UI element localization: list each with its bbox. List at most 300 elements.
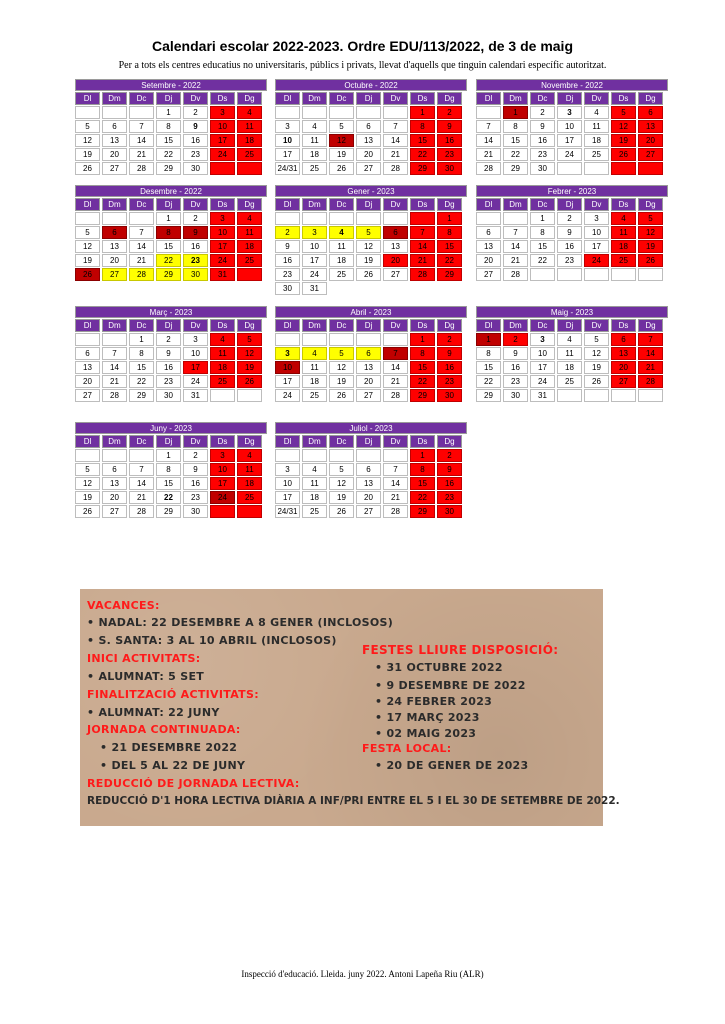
day-name: Dg [437,435,462,448]
day-name: Ds [611,92,636,105]
day-cell: 23 [530,148,555,161]
week-row [275,134,467,148]
day-cell: 7 [476,120,501,133]
day-cell: 28 [129,268,154,281]
day-cell: 7 [410,226,435,239]
day-cell: 16 [275,254,300,267]
day-cell: 29 [410,389,435,402]
jornada-item-1: • 21 DESEMBRE 2022 [100,741,238,754]
day-name: Dl [275,435,300,448]
day-cell: 20 [102,491,127,504]
day-name: Dj [156,435,181,448]
day-cell: 16 [437,134,462,147]
day-name: Dv [383,319,408,332]
day-cell: 5 [75,226,100,239]
day-cell: 4 [210,333,235,346]
day-name: Dj [356,92,381,105]
day-cell: 4 [557,333,582,346]
day-name: Dj [156,92,181,105]
day-cell: 24/31 [275,505,300,518]
week-row [476,148,668,162]
day-cell: 2 [156,333,181,346]
day-name: Dm [302,92,327,105]
day-cell: 13 [356,134,381,147]
day-cell: 23 [557,254,582,267]
day-names-row [275,319,467,333]
day-cell: 1 [156,449,181,462]
day-name: Dv [584,198,609,211]
day-cell [210,162,235,175]
week-row [75,361,267,375]
day-name: Ds [410,319,435,332]
day-cell: 29 [156,505,181,518]
day-cell: 11 [302,477,327,490]
day-cell: 30 [183,268,208,281]
week-row [75,106,267,120]
day-cell: 21 [503,254,528,267]
day-cell: 22 [129,375,154,388]
week-row [275,477,467,491]
week-row [476,361,668,375]
day-cell: 19 [329,491,354,504]
day-cell [275,212,300,225]
day-name: Dv [584,92,609,105]
day-cell: 16 [437,477,462,490]
day-cell [530,268,555,281]
day-cell: 13 [356,361,381,374]
day-cell: 15 [410,134,435,147]
day-cell [557,389,582,402]
day-name: Dc [329,198,354,211]
day-name: Ds [210,92,235,105]
day-cell: 2 [183,449,208,462]
day-name: Dm [302,198,327,211]
day-cell: 15 [156,477,181,490]
day-cell: 12 [611,120,636,133]
day-cell: 16 [183,477,208,490]
day-cell: 20 [611,361,636,374]
day-cell [302,212,327,225]
day-cell: 5 [329,463,354,476]
day-name: Dv [183,198,208,211]
month-header: Febrer - 2023 [476,185,668,197]
day-cell: 17 [275,375,300,388]
month-calendar [476,306,668,403]
day-cell: 18 [237,134,262,147]
week-row [275,226,467,240]
day-name: Dc [530,198,555,211]
day-cell: 20 [102,254,127,267]
day-cell: 17 [183,361,208,374]
day-cell: 21 [638,361,663,374]
week-row [75,449,267,463]
day-name: Dg [237,435,262,448]
day-cell: 27 [356,162,381,175]
day-name: Dm [102,319,127,332]
day-cell: 9 [437,347,462,360]
day-cell: 8 [410,347,435,360]
day-cell [102,212,127,225]
day-cell: 21 [383,148,408,161]
day-name: Dg [437,198,462,211]
day-name: Dj [156,198,181,211]
day-cell: 26 [611,148,636,161]
day-cell: 21 [129,491,154,504]
day-cell: 27 [356,505,381,518]
day-name: Dc [129,435,154,448]
day-cell: 6 [102,226,127,239]
day-names-row [476,198,668,212]
day-name: Dv [183,92,208,105]
day-name: Dl [75,198,100,211]
day-cell: 21 [102,375,127,388]
day-cell: 14 [383,134,408,147]
month-calendar [275,422,467,519]
day-cell: 17 [557,134,582,147]
day-name: Ds [210,198,235,211]
day-cell: 10 [275,134,300,147]
day-cell: 6 [356,120,381,133]
day-cell: 14 [383,361,408,374]
day-cell: 21 [383,375,408,388]
month-header: Juliol - 2023 [275,422,467,434]
day-cell: 3 [275,120,300,133]
day-cell: 28 [129,162,154,175]
day-cell: 4 [302,347,327,360]
day-cell: 1 [530,212,555,225]
day-name: Dg [237,319,262,332]
day-cell: 30 [437,505,462,518]
day-cell [611,389,636,402]
day-cell: 16 [530,134,555,147]
day-name: Dg [437,319,462,332]
day-cell: 3 [530,333,555,346]
day-cell: 10 [557,120,582,133]
final-heading: FINALITZACIÓ ACTIVITATS: [87,688,259,701]
day-cell: 8 [156,120,181,133]
day-cell: 21 [410,254,435,267]
day-cell: 24/31 [275,162,300,175]
day-cell: 13 [611,347,636,360]
week-row [476,120,668,134]
day-cell: 26 [75,268,100,281]
week-row [275,449,467,463]
day-cell: 14 [129,240,154,253]
week-row [476,254,668,268]
day-cell: 23 [437,148,462,161]
week-row [476,226,668,240]
inici-alumnat: • ALUMNAT: 5 SET [87,670,205,683]
day-cell: 2 [183,212,208,225]
day-cell: 27 [102,162,127,175]
day-cell: 28 [503,268,528,281]
day-cell: 30 [183,162,208,175]
day-cell: 21 [383,491,408,504]
day-name: Ds [410,435,435,448]
day-cell [584,389,609,402]
day-cell: 25 [302,505,327,518]
day-cell: 8 [476,347,501,360]
day-cell: 19 [75,148,100,161]
day-cell: 3 [210,212,235,225]
day-cell: 14 [476,134,501,147]
month-calendar [275,79,467,176]
day-cell [611,268,636,281]
day-cell: 6 [75,347,100,360]
day-name: Dl [275,319,300,332]
day-name: Dg [638,319,663,332]
day-cell [237,162,262,175]
day-cell: 25 [611,254,636,267]
day-cell: 25 [237,148,262,161]
day-cell: 24 [210,148,235,161]
day-names-row [275,92,467,106]
day-cell: 7 [129,463,154,476]
day-cell: 27 [102,268,127,281]
day-name: Dm [102,435,127,448]
day-cell: 26 [584,375,609,388]
day-cell: 15 [530,240,555,253]
day-cell: 14 [102,361,127,374]
week-row [75,463,267,477]
day-cell: 13 [102,477,127,490]
day-cell: 13 [638,120,663,133]
day-cell [329,212,354,225]
week-row [275,268,467,282]
day-cell [410,212,435,225]
day-cell: 13 [476,240,501,253]
day-cell [383,212,408,225]
day-cell: 9 [557,226,582,239]
day-cell: 12 [237,347,262,360]
day-cell: 14 [383,477,408,490]
page-title: Calendari escolar 2022-2023. Ordre EDU/113/2022, de 3 de maig [151,38,573,54]
day-cell: 20 [356,148,381,161]
day-cell: 17 [210,477,235,490]
day-names-row [476,319,668,333]
day-names-row [476,92,668,106]
day-cell: 26 [329,505,354,518]
day-cell: 13 [102,240,127,253]
day-cell: 20 [356,491,381,504]
day-cell: 29 [156,162,181,175]
final-alumnat: • ALUMNAT: 22 JUNY [87,706,220,719]
day-cell: 10 [183,347,208,360]
week-row [75,212,267,226]
day-cell: 24 [584,254,609,267]
month-header: Maig - 2023 [476,306,668,318]
day-cell: 19 [237,361,262,374]
day-name: Dg [437,92,462,105]
week-row [275,375,467,389]
day-cell: 26 [638,254,663,267]
day-cell [302,106,327,119]
day-name: Dm [302,435,327,448]
day-cell: 23 [156,375,181,388]
day-cell: 11 [237,120,262,133]
day-cell: 29 [503,162,528,175]
day-cell: 2 [183,106,208,119]
day-cell: 7 [503,226,528,239]
day-cell: 2 [530,106,555,119]
day-cell: 20 [476,254,501,267]
day-cell: 5 [237,333,262,346]
day-cell: 15 [156,240,181,253]
day-cell: 11 [210,347,235,360]
day-cell: 11 [237,226,262,239]
day-name: Ds [210,435,235,448]
day-cell: 13 [356,477,381,490]
day-cell [75,333,100,346]
day-cell: 22 [410,148,435,161]
day-name: Dv [383,198,408,211]
day-cell: 4 [329,226,354,239]
week-row [75,254,267,268]
day-name: Dl [75,92,100,105]
day-cell: 16 [183,134,208,147]
day-name: Ds [611,198,636,211]
day-cell: 18 [210,361,235,374]
day-cell [476,212,501,225]
day-name: Dj [356,435,381,448]
day-cell: 3 [183,333,208,346]
festa-local-heading: FESTA LOCAL: [362,742,452,755]
day-cell: 28 [476,162,501,175]
day-cell: 4 [302,120,327,133]
week-row [275,240,467,254]
day-cell: 15 [156,134,181,147]
day-cell: 18 [302,491,327,504]
day-cell [129,212,154,225]
day-cell: 2 [437,449,462,462]
day-cell: 23 [183,148,208,161]
day-cell: 2 [437,333,462,346]
day-cell [557,268,582,281]
day-cell: 19 [584,361,609,374]
week-row [75,226,267,240]
day-cell: 9 [183,463,208,476]
day-cell [329,106,354,119]
month-header: Setembre - 2022 [75,79,267,91]
day-cell: 1 [410,449,435,462]
day-cell: 22 [410,375,435,388]
day-cell [75,212,100,225]
day-cell: 16 [557,240,582,253]
week-row [476,375,668,389]
day-cell [476,106,501,119]
day-cell: 13 [383,240,408,253]
day-cell [237,268,262,281]
day-cell: 29 [410,505,435,518]
day-cell: 29 [129,389,154,402]
day-cell: 16 [183,240,208,253]
day-name: Ds [210,319,235,332]
day-cell: 17 [210,134,235,147]
festes-heading: FESTES LLIURE DISPOSICIÓ: [362,643,559,657]
day-cell: 6 [102,463,127,476]
day-cell: 26 [356,268,381,281]
week-row [75,389,267,403]
day-cell: 1 [129,333,154,346]
month-calendar [75,79,267,176]
day-cell: 1 [156,212,181,225]
day-cell: 17 [584,240,609,253]
day-name: Dm [302,319,327,332]
day-cell: 10 [530,347,555,360]
day-cell: 8 [503,120,528,133]
day-cell: 19 [611,134,636,147]
day-name: Dg [638,92,663,105]
day-names-row [75,198,267,212]
week-row [476,240,668,254]
day-cell: 8 [156,226,181,239]
day-cell: 12 [329,134,354,147]
day-cell [302,449,327,462]
day-name: Dm [503,198,528,211]
day-cell [102,333,127,346]
day-cell: 5 [75,120,100,133]
day-cell: 27 [638,148,663,161]
day-cell: 23 [275,268,300,281]
day-cell: 24 [557,148,582,161]
vacances-nadal: • NADAL: 22 DESEMBRE A 8 GENER (INCLOSOS) [87,616,394,629]
day-name: Dc [129,319,154,332]
day-cell: 21 [129,254,154,267]
week-row [75,333,267,347]
day-cell: 6 [102,120,127,133]
day-cell: 20 [356,375,381,388]
day-cell: 26 [237,375,262,388]
day-cell: 11 [302,361,327,374]
week-row [75,120,267,134]
week-row [75,477,267,491]
day-name: Dm [503,319,528,332]
day-cell [210,505,235,518]
day-cell: 25 [329,268,354,281]
day-cell: 1 [156,106,181,119]
day-cell: 23 [437,491,462,504]
day-cell: 31 [302,282,327,295]
day-cell: 12 [356,240,381,253]
day-cell: 26 [329,162,354,175]
day-cell: 8 [129,347,154,360]
week-row [275,389,467,403]
festa-lliure-item: • 31 OCTUBRE 2022 [375,661,503,674]
day-cell: 30 [503,389,528,402]
day-cell [356,212,381,225]
day-cell: 4 [237,449,262,462]
reduccio-text: REDUCCIÓ D'1 HORA LECTIVA DIÀRIA A INF/PRI ENTRE EL 5 I EL 30 DE SETEMBRE DE 2022. [87,795,620,807]
week-row [476,389,668,403]
day-name: Dc [329,92,354,105]
day-name: Dj [557,319,582,332]
day-cell [329,449,354,462]
day-cell: 18 [237,240,262,253]
day-cell: 15 [476,361,501,374]
day-cell: 28 [102,389,127,402]
day-cell: 26 [75,162,100,175]
day-cell: 6 [356,347,381,360]
day-cell: 19 [75,491,100,504]
day-cell: 22 [530,254,555,267]
day-cell: 11 [557,347,582,360]
day-cell: 30 [156,389,181,402]
day-cell: 5 [611,106,636,119]
day-cell: 4 [584,106,609,119]
day-cell: 15 [410,361,435,374]
day-cell: 16 [156,361,181,374]
day-cell: 30 [183,505,208,518]
